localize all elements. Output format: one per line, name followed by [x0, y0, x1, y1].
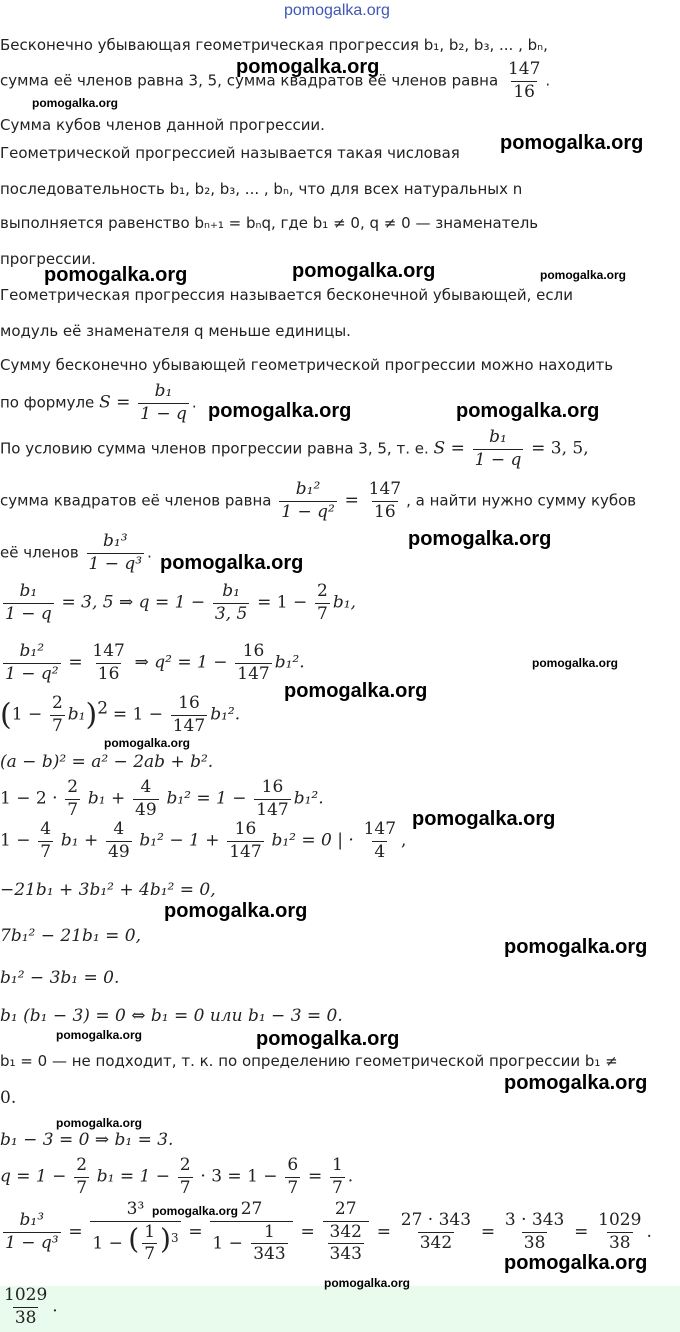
- step-12: b₁ − 3 = 0 ⇒ b₁ = 3.: [0, 1130, 174, 1150]
- step-2: $\frac{\text{b₁²}}{\text{1 − q²}}$ = $\frac{147}{16}$ ⇒ q² = 1 − $\frac{16}{147}$ b₁².: [5, 641, 305, 684]
- step-9: b₁² − 3b₁ = 0.: [0, 968, 120, 988]
- watermark: pomogalka.org: [504, 1252, 648, 1274]
- watermark: pomogalka.org: [208, 400, 352, 422]
- watermark: pomogalka.org: [284, 680, 428, 702]
- condition-line-2: сумма квадратов её членов равна $\frac{\text{b₁²}}{\text{1 − q²}}$ = $\frac{147}{16}$ , а найти нужно сумму кубов: [0, 479, 637, 522]
- step-4: (a − b)² = a² − 2ab + b².: [0, 752, 214, 772]
- watermark: pomogalka.org: [408, 528, 552, 550]
- watermark: pomogalka.org: [160, 552, 304, 574]
- problem-line-2: сумма её членов равна 3, 5, сумма квадратов её членов равна $\frac{147}{16}$ .: [0, 59, 551, 102]
- step-3: (1 − $\frac{2}{7}$ b₁)$^2$ = 1 − $\frac{16}{147}$ b₁².: [0, 693, 241, 736]
- step-11-cont: 0.: [0, 1088, 17, 1108]
- watermark: pomogalka.org: [532, 656, 619, 670]
- watermark: pomogalka.org: [44, 264, 188, 286]
- condition-line-3: её членов $\frac{\text{b₁³}}{\text{1 − q³}}$ .: [0, 531, 152, 574]
- watermark: pomogalka.org: [164, 900, 308, 922]
- watermark: pomogalka.org: [504, 1072, 648, 1094]
- theory-def1-c: выполняется равенство bₙ₊₁ = bₙq, где b₁ ≠ 0, q ≠ 0 — знаменатель: [0, 214, 539, 232]
- step-7: −21b₁ + 3b₁² + 4b₁² = 0,: [0, 880, 216, 900]
- fraction-sum: $\frac{\text{b₁}}{1 - q}$: [474, 427, 522, 470]
- watermark: pomogalka.org: [412, 808, 556, 830]
- fraction-b1-over-1-minus-q: $\frac{\text{b₁}}{1 - q}$: [140, 381, 187, 424]
- watermark: pomogalka.org: [456, 400, 600, 422]
- watermark: pomogalka.org: [56, 1116, 143, 1130]
- watermark: pomogalka.org: [32, 96, 119, 110]
- fraction-147-16: $\frac{147}{16}$: [507, 59, 541, 102]
- watermark: pomogalka.org: [540, 268, 627, 282]
- answer-box: [0, 1286, 680, 1332]
- watermark: pomogalka.org: [152, 1204, 239, 1218]
- fraction-cubes: $\frac{\text{b₁³}}{\text{1 − q³}}$: [88, 531, 143, 574]
- watermark: pomogalka.org: [324, 1276, 411, 1290]
- watermark: pomogalka.org: [256, 1028, 400, 1050]
- watermark: pomogalka.org: [504, 936, 648, 958]
- step-6: 1 − $\frac{4}{7}$ b₁ + $\frac{4}{49}$ b₁² − 1 + $\frac{16}{147}$ b₁² = 0 | · $\frac{147}{4}$ ,: [0, 819, 407, 862]
- step-8: 7b₁² − 21b₁ = 0,: [0, 926, 141, 946]
- problem-line-3: Сумма кубов членов данной прогрессии.: [0, 116, 325, 134]
- watermark: pomogalka.org: [236, 56, 380, 78]
- watermark: pomogalka.org: [104, 736, 191, 750]
- step-5: 1 − 2 · $\frac{2}{7}$ b₁ + $\frac{4}{49}$ b₁² = 1 − $\frac{16}{147}$ b₁².: [0, 777, 324, 820]
- site-watermark-top: pomogalka.org: [284, 2, 390, 19]
- step-10: b₁ (b₁ − 3) = 0 ⇔ b₁ = 0 или b₁ − 3 = 0.: [0, 1006, 343, 1026]
- theory-def2-a: Геометрическая прогрессия называется бесконечной убывающей, если: [0, 286, 573, 304]
- condition-line-1: По условию сумма членов прогрессии равна 3, 5, т. е. S = $\frac{\text{b₁}}{1 - q}$ = 3, 5,: [0, 427, 589, 470]
- theory-def2-b: модуль её знаменателя q меньше единицы.: [0, 322, 351, 340]
- step-13: q = 1 − $\frac{2}{7}$ b₁ = 1 − $\frac{2}{7}$ · 3 = 1 − $\frac{6}{7}$ = $\frac{1}{7}$ .: [0, 1155, 354, 1198]
- theory-def1-a: Геометрической прогрессией называется такая числовая: [0, 144, 460, 162]
- step-11: b₁ = 0 — не подходит, т. к. по определению геометрической прогрессии b₁ ≠: [0, 1052, 618, 1070]
- theory-def3-a: Сумму бесконечно убывающей геометрической прогрессии можно находить: [0, 356, 614, 374]
- watermark: pomogalka.org: [500, 132, 644, 154]
- theory-def3-b: по формуле S = $\frac{\text{b₁}}{1 - q}$ .: [0, 381, 197, 424]
- problem-line-1: Бесконечно убывающая геометрическая прогрессия b₁, b₂, b₃, ... , bₙ,: [0, 36, 548, 54]
- step-14: $\frac{\text{b₁³}}{\text{1 − q³}}$ = 3³ 1 − ( $\frac{1}{7}$ )$^3$ = 27 1 − $\frac{1}{343}$ = $\frac{27}{\frac{342}{343}}$ = $\frac{27 \cdot 343}{342}$ = $\frac{3 \cdot 343}{38}$ = $\frac{1029}{38}$ .: [5, 1199, 652, 1265]
- step-1: $\frac{\text{b₁}}{1 - q}$ = 3, 5 ⇒ q = 1 − $\frac{\text{b₁}}{3, 5}$ = 1 − $\frac{2}{7}$ b₁,: [5, 581, 356, 624]
- theory-def1-b: последовательность b₁, b₂, b₃, ... , bₙ, что для всех натуральных n: [0, 180, 523, 198]
- answer-value: $\frac{1029}{38}$ .: [4, 1285, 58, 1328]
- watermark: pomogalka.org: [292, 260, 436, 282]
- fraction-squares: $\frac{\text{b₁²}}{\text{1 − q²}}$: [281, 479, 335, 522]
- watermark: pomogalka.org: [56, 1028, 143, 1042]
- theory-def1-d: прогрессии.: [0, 250, 96, 268]
- fraction-147-16-b: $\frac{147}{16}$: [368, 479, 402, 522]
